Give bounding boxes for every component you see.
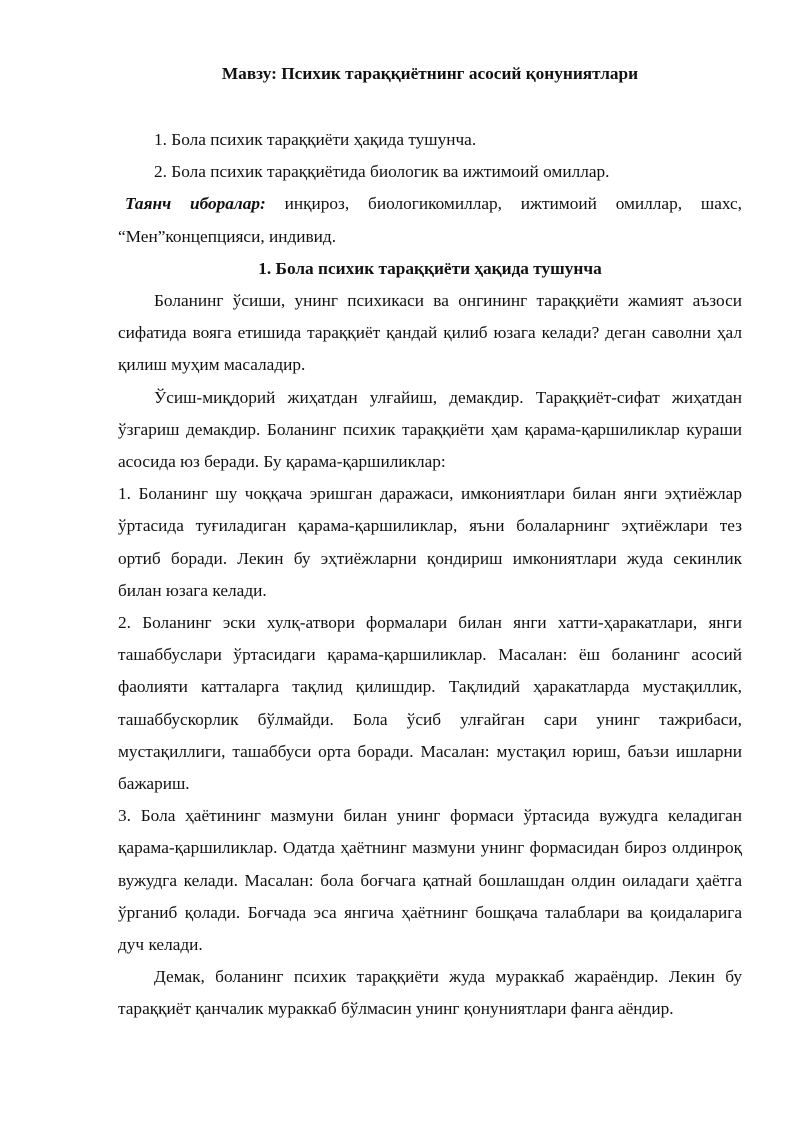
contradiction-item-3: 3. Бола ҳаётининг мазмуни билан унинг формаси ўртасида вужудга келадиган қарама-қаршиликлар. Одатда ҳаётнинг мазмуни унинг формасидан бироз олдинроқ вужудга келади. Масалан: бола боғчага қатнай бошлашдан олдин оиладаги ҳаётга ўрганиб қолади. Боғчада эса янгича ҳаётнинг бошқача талаблари ва қоидаларига дуч келади.: [118, 806, 742, 955]
keywords-label: Таянч иборалар:: [125, 194, 266, 214]
title-spacer: [118, 90, 742, 124]
keywords-text: инқироз, биологикомиллар, ижтимоий омиллар, шахс, “Мен”концепцияси, индивид.: [118, 194, 742, 246]
keywords-paragraph: [118, 188, 742, 252]
plan-item-2: 2. Бола психик тараққиётида биологик ва ижтимоий омиллар.: [154, 162, 610, 182]
body-paragraph-conclusion: Демак, боланинг психик тараққиёти жуда мураккаб жараёндир. Лекин бу тараққиёт қанчалик мураккаб бўлмасин унинг қонуниятлари фанга аёндир.: [118, 967, 742, 1019]
body-paragraph-1: Боланинг ўсиши, унинг психикаси ва онгининг тараққиёти жамият аъзоси сифатида вояга етишида тараққиёт қандай қилиб юзага келади? деган саволни ҳал қилиш муҳим масаладир.: [118, 291, 742, 375]
document-page: [118, 58, 742, 1026]
contradiction-item-1: 1. Боланинг шу чоққача эришган даражаси, имкониятлари билан янги эҳтиёжлар ўртасида туғиладиган қарама-қаршиликлар, яъни болаларнинг эҳтиёжлари тез ортиб боради. Лекин бу эҳтиёжларни қондириш имкониятлари жуда секинлик билан юзага келади.: [118, 484, 742, 600]
body-paragraph-2: Ўсиш-миқдорий жиҳатдан улғайиш, демакдир. Тараққиёт-сифат жиҳатдан ўзгариш демакдир. Боланинг психик тараққиёти ҳам қарама-қаршиликлар кураши асосида юз беради. Бу қарама-қаршиликлар:: [118, 387, 742, 472]
section-heading: 1. Бола психик тараққиёти ҳақида тушунча: [258, 258, 602, 278]
plan-item-1: 1. Бола психик тараққиёти ҳақида тушунча.: [154, 130, 477, 149]
contradiction-item-2: 2. Боланинг эски хулқ-атвори формалари билан янги хатти-ҳаракатлари, янги ташаббуслари ўртасидаги қарама-қаршиликлар. Масалан: ёш боланинг асосий фаолияти катталарга тақлид қилишдир. Тақлидий ҳаракатларда мустақиллик, ташаббускорлик бўлмайди. Бола ўсиб улғайган сари унинг тажрибаси, мустақиллиги, ташаббуси орта боради. Масалан: мустақил юриш, баъзи ишларни бажариш.: [118, 613, 742, 794]
document-title: Мавзу: Психик тараққиётнинг асосий қонуниятлари: [221, 64, 639, 83]
